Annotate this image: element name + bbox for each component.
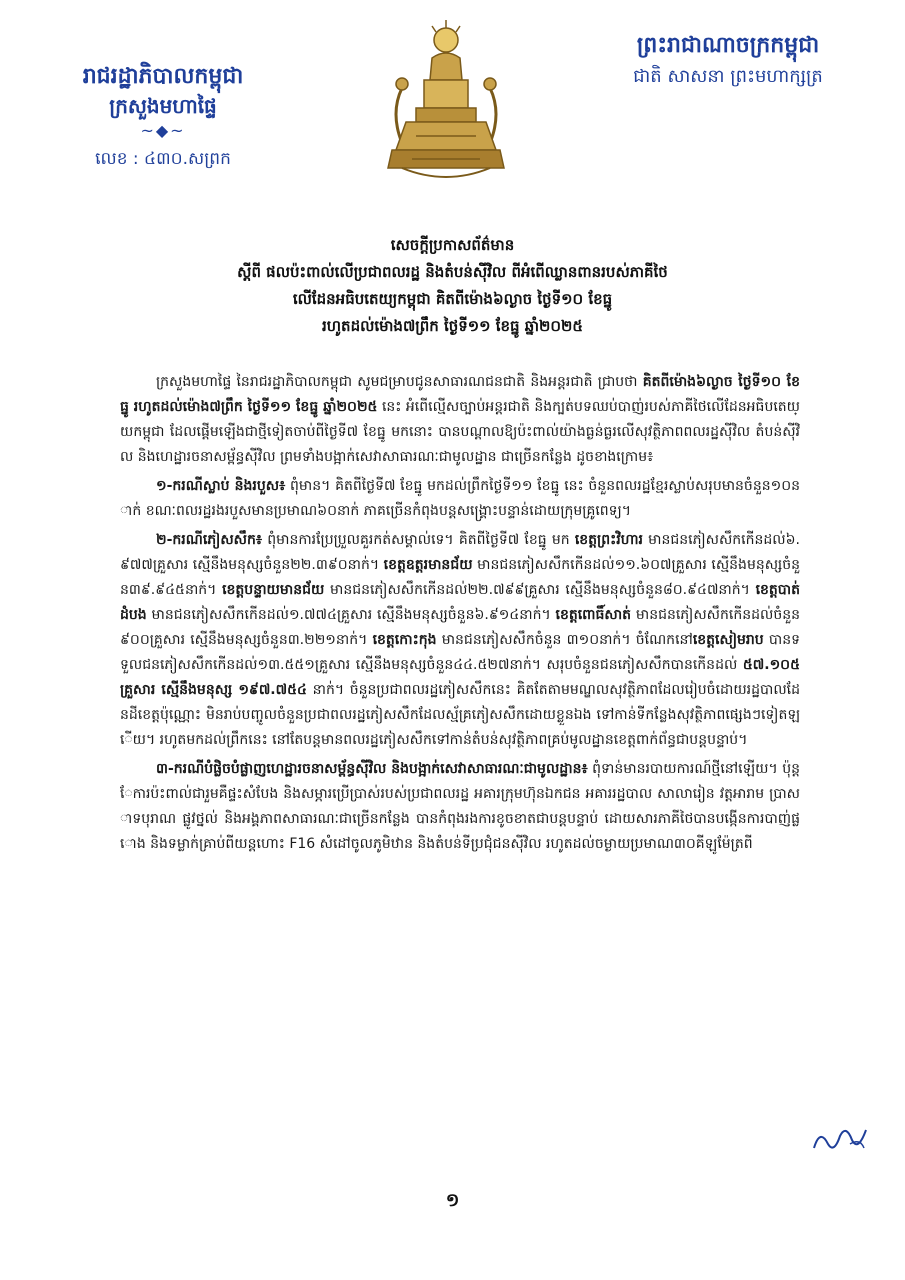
displacement-text-a: ពុំមានការប្រែប្រួលគួរកត់សម្គាល់ទេ។ គិតពីថ្ងៃទី៧ ខែធ្នូ មក [262, 532, 575, 548]
title-line-4: រហូតដល់ម៉ោង៧ព្រឹក ថ្ងៃទី១១ ខែធ្នូ ឆ្នាំ២០២៥ [322, 317, 583, 335]
intro-text-a: ក្រសួងមហាផ្ទៃ នៃរាជរដ្ឋាភិបាលកម្ពុជា សូមជម្រាបជូនសាធារណជនជាតិ និងអន្តរជាតិ ជ្រាបថា [156, 374, 643, 390]
national-motto: ជាតិ សាសនា ព្រះមហាក្សត្រ [633, 66, 823, 87]
document-title [130, 232, 775, 340]
signature-initials-icon [810, 1118, 870, 1158]
header-right [588, 30, 868, 92]
province-preah-vihear: ខេត្តព្រះវិហារ [574, 532, 643, 548]
province-koh-kong: ខេត្តកោះកុង [372, 632, 437, 648]
province-pursat: ខេត្តពោធិ៍សាត់ [555, 607, 632, 623]
kingdom-name: ព្រះរាជាណាចក្រកម្ពុជា [636, 33, 820, 58]
casualties-heading: ១-ករណីស្លាប់ និងរបួស៖ [156, 478, 286, 494]
casualties-paragraph [120, 474, 800, 524]
document-body [120, 370, 800, 861]
infrastructure-heading: ៣-ករណីបំផ្លិចបំផ្លាញហេដ្ឋារចនាសម្ព័ន្ធស៊ីវិល និងបង្អាក់សេវាសាធារណៈជាមូលដ្ឋាន៖ [156, 761, 588, 777]
title-line-3: លើដែនអធិបតេយ្យកម្ពុជា គិតពីម៉ោង៦ល្ងាច ថ្ងៃទី១០ ខែធ្នូ [292, 290, 613, 308]
province-banteay-meanchey: ខេត្តបន្ទាយមានជ័យ [222, 582, 325, 598]
infrastructure-text: ពុំទាន់មានរបាយការណ៍ថ្មីនៅឡើយ។ ប៉ុន្តែការប៉ះពាល់ជារួមគឺផ្ទះសំបែង និងសម្ភារប្រើប្រាស់របស់ប្រជាពលរដ្ឋ អគារក្រុមហ៊ុនឯកជន អគាររដ្ឋបាល សាលារៀន វត្តអារាម ប្រាសាទបុរាណ ផ្លូវថ្នល់ និងអង្គភាពសាធារណៈជាច្រើនកន្លែង បានកំពុងរងការខូចខាតជាបន្តបន្ទាប់ ដោយសារភាគីថៃបានបង្កើនការបាញ់ផ្លោង និងទម្លាក់គ្រាប់ពីយន្តហោះ F16 សំដៅចូលភូមិឋាន និងតំបន់ទីប្រជុំជនស៊ីវិល រហូតដល់ចម្ងាយប្រមាណ៣០គីឡូម៉ែត្រពី [120, 761, 800, 852]
intro-paragraph [120, 370, 800, 470]
displacement-text-i: នាក់។ ចំនួនប្រជាពលរដ្ឋភៀសសឹកនេះ គិតតែតាមមណ្ឌលសុវត្ថិភាពដែលរៀបចំដោយរដ្ឋបាលដែនដីខេត្តប៉ុណ្ណោះ មិនរាប់បញ្ចូលចំនួនប្រជាពលរដ្ឋភៀសសឹកដែលស្ម័គ្រភៀសសឹកដោយខ្លួនឯង ទៅកាន់ទីកន្លែងសុវត្ថិភាពផ្សេងៗទៀតឡើយ។ រហូតមកដល់ព្រឹកនេះ នៅតែបន្តមានពលរដ្ឋភៀសសឹកទៅកាន់តំបន់សុវត្ថិភាពគ្រប់មូលដ្ឋានខេត្តពាក់ព័ន្ធជាបន្តបន្ទាប់។ [120, 682, 800, 748]
province-battambang: ខេត្តបាត់ដំបង [120, 582, 801, 623]
displacement-text-f: មានជនភៀសសឹកកើនដល់ចំនួន ៩០០គ្រួសារ ស្មើនឹងមនុស្សចំនួន៣.២២១នាក់។ [120, 607, 800, 648]
displacement-text-e: មានជនភៀសសឹកកើនដល់១.៧៧៤គ្រួសារ ស្មើនឹងមនុស្សចំនួន៦.៩១៤នាក់។ [146, 607, 556, 623]
header-left [48, 62, 278, 172]
title-line-2: ស្តីពី ផលប៉ះពាល់លើប្រជាពលរដ្ឋ និងតំបន់ស៊ីវិល ពីអំពើឈ្លានពានរបស់ភាគីថៃ [237, 263, 668, 281]
displacement-paragraph [120, 528, 800, 753]
document-number: លេខ : ៤៣០.សព្រក [95, 149, 231, 169]
page-number: ១ [445, 1190, 460, 1211]
displacement-total: ៥៧.១០៥គ្រួសារ ស្មើនឹងមនុស្ស ១៩៧.៧៥៤ [120, 657, 800, 698]
displacement-text-c: មានជនភៀសសឹកកើនដល់១១.៦០៧គ្រួសារ ស្មើនឹងមនុស្សចំនួន៣៩.៩៤៥នាក់។ [120, 557, 800, 598]
intro-time-range: គិតពីម៉ោង៦ល្ងាច ថ្ងៃទី១០ ខែធ្នូ រហូតដល់ម៉ោង៧ព្រឹក ថ្ងៃទី១១ ខែធ្នូ ឆ្នាំ២០២៥ [120, 374, 800, 415]
province-siem-reap: ខេត្តសៀមរាប [692, 632, 764, 648]
ministry-name: ក្រសួងមហាផ្ទៃ [109, 94, 217, 118]
displacement-text-h: បានទទួលជនភៀសសឹកកើនដល់១៣.៥៥១គ្រួសារ ស្មើនឹងមនុស្សចំនួន៤៤.៥២៧នាក់។ សរុបចំនួនជនភៀសសឹកបានកើនដល់ [120, 632, 800, 673]
ornament-divider: ~◆~ [140, 121, 186, 140]
title-line-1: សេចក្តីប្រកាសព័ត៌មាន [390, 236, 515, 254]
displacement-text-d: មានជនភៀសសឹកកើនដល់២២.៧៩៩គ្រួសារ ស្មើនឹងមនុស្សចំនួន៨០.៩៤៧នាក់។ [324, 582, 756, 598]
province-oddar-meanchey: ខេត្តឧត្តរមានជ័យ [383, 557, 473, 573]
infrastructure-paragraph [120, 757, 800, 857]
government-name: រាជរដ្ឋាភិបាលកម្ពុជា [82, 64, 244, 89]
displacement-text-g: មានជនភៀសសឹកចំនួន ៣១០នាក់។ ចំណែកនៅ [436, 632, 693, 648]
casualties-text: ពុំមាន។ គិតពីថ្ងៃទី៧ ខែធ្នូ មកដល់ព្រឹកថ្ងៃទី១១ ខែធ្នូ នេះ ចំនួនពលរដ្ឋខ្មែរស្លាប់សរុបមានចំនួន១០នាក់ ខណៈពលរដ្ឋរងរបួសមានប្រមាណ៦០នាក់ ភាគច្រើនកំពុងបន្តសង្គ្រោះបន្ទាន់ដោយក្រុមគ្រូពេទ្យ។ [120, 478, 800, 519]
displacement-text-b: មានជនភៀសសឹកកើនដល់៦.៩៧៧គ្រួសារ ស្មើនឹងមនុស្សចំនួន២២.៣៩០នាក់។ [120, 532, 800, 573]
royal-emblem-icon [372, 18, 520, 188]
intro-text-c: នេះ អំពើល្មើសច្បាប់អន្តរជាតិ និងក្បត់បទឈប់បាញ់របស់ភាគីថៃលើដែនអធិបតេយ្យកម្ពុជា ដែលផ្តើមឡើងជាថ្មីទៀតចាប់ពីថ្ងៃទី៧ ខែធ្នូ មកនោះ បានបណ្តាលឱ្យប៉ះពាល់យ៉ាងធ្ងន់ធ្ងរលើសុវត្ថិភាពពលរដ្ឋស៊ីវិល តំបន់ស៊ីវិល និងហេដ្ឋារចនាសម្ព័ន្ធស៊ីវិល ព្រមទាំងបង្អាក់សេវាសាធារណៈជាមូលដ្ឋាន ជាច្រើនកន្លែង ដូចខាងក្រោម៖ [120, 399, 800, 465]
displacement-heading: ២-ករណីភៀសសឹក៖ [156, 532, 263, 548]
